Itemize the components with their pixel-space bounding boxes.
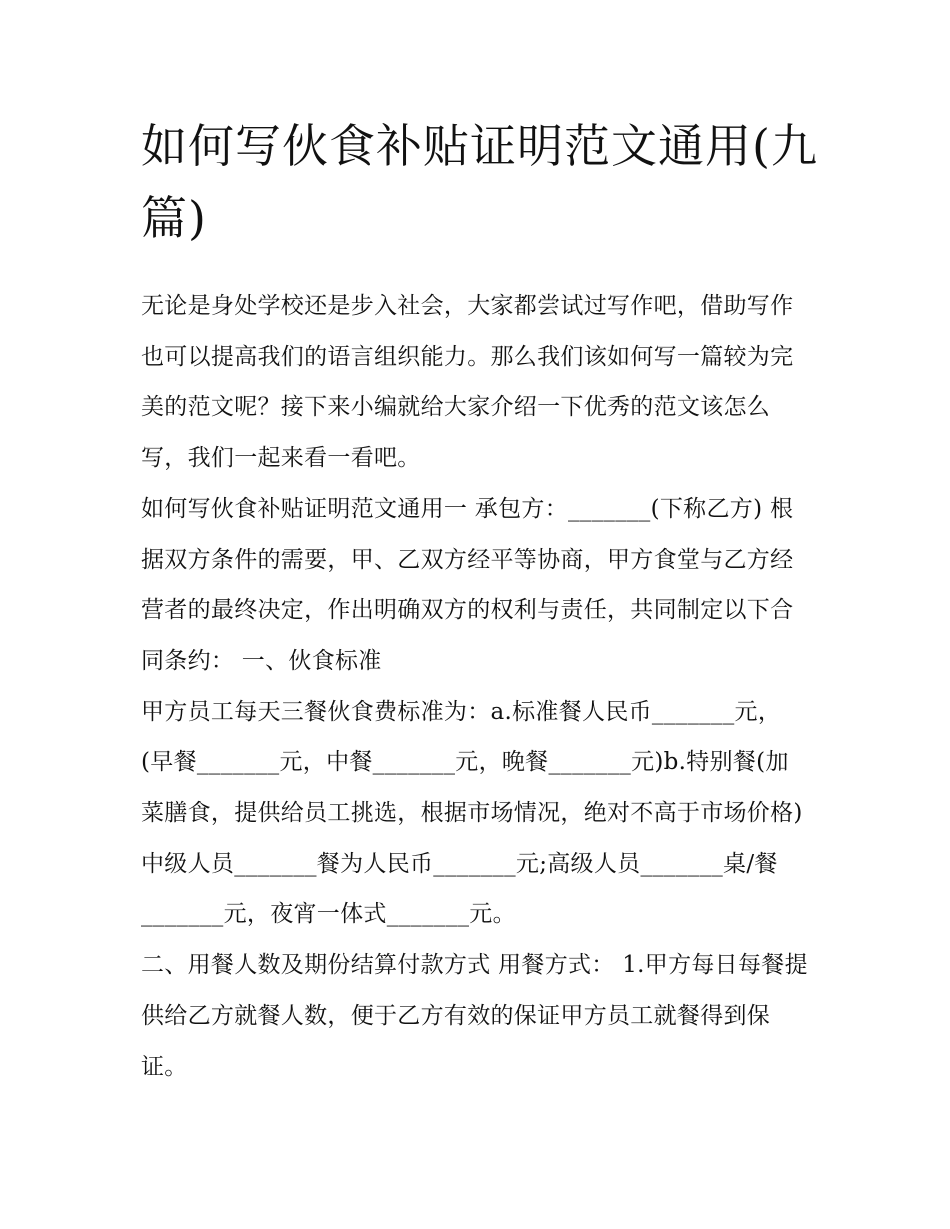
intro-paragraph: 无论是身处学校还是步入社会，大家都尝试过写作吧，借助写作也可以提高我们的语言组织能力。那么我们该如何写一篇较为完美的范文呢？接下来小编就给大家介绍一下优秀的范文该怎么写，我们一起来看一看吧。	[141, 293, 794, 472]
document-body	[141, 281, 811, 1092]
dining-count-paragraph: 二、用餐人数及期份结算付款方式 用餐方式： 1.甲方每日每餐提供给乙方就餐人数，便于乙方有效的保证甲方员工就餐得到保证。	[141, 952, 808, 1080]
meal-standard-paragraph: 甲方员工每天三餐伙食费标准为：a.标准餐人民币_______元，(早餐_______元，中餐_______元，晚餐_______元)b.特别餐(加菜膳食，提供给员工挑选，根据市场情况，绝对不高于市场价格)中级人员_______餐为人民币_______元;高级人员_______桌/餐_______元，夜宵一体式_______元。	[141, 698, 803, 928]
contract-intro-paragraph: 如何写伙食补贴证明范文通用一 承包方：_______(下称乙方) 根据双方条件的需要，甲、乙双方经平等协商，甲方食堂与乙方经营者的最终决定，作出明确双方的权利与责任，共同制定以下合同条约： 一、伙食标准	[141, 495, 794, 674]
document-title: 如何写伙食补贴证明范文通用(九篇)	[141, 119, 818, 245]
